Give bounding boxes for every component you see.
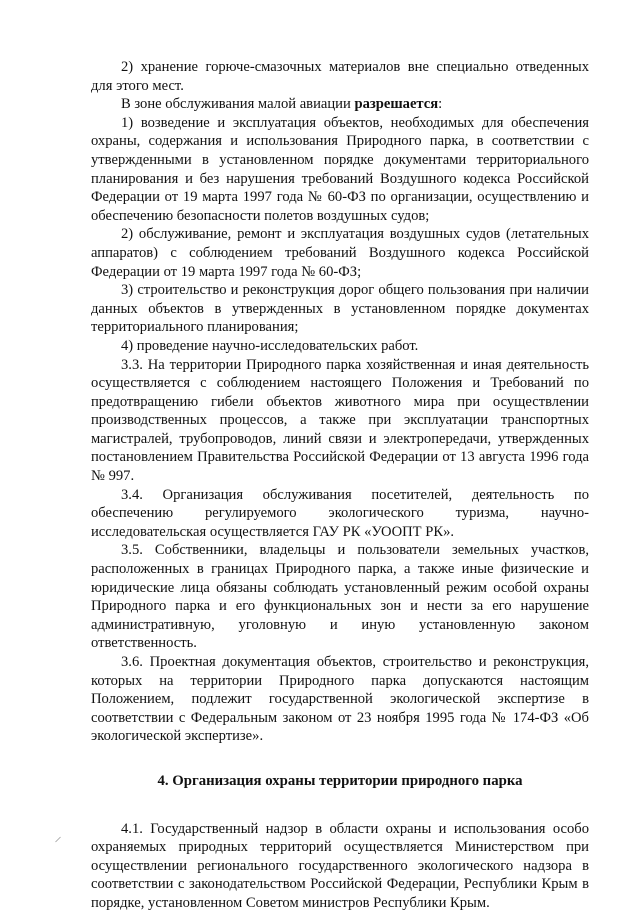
paragraph-aviation-2: 2) обслуживание, ремонт и эксплуатация воздушных судов (летательных аппаратов) с соблюдением требований Воздушного кодекса Российской Федерации от 19 марта 1997 года № 60-ФЗ; xyxy=(91,226,589,280)
paragraph-aviation-1: 1) возведение и эксплуатация объектов, необходимых для обеспечения охраны, содержания и использования Природного парка, в соответствии с утвержденными в установленном порядке документами территориального планирования и без нарушения требований Воздушного кодекса Российской Федерации от 19 марта 1997 года № 60-ФЗ по организации, осуществлению и обеспечению безопасности полетов воздушных судов; xyxy=(91,114,589,224)
paragraph-clause-4-1: 4.1. Государственный надзор в области охраны и использования особо охраняемых природных территорий осуществляется Министерством при осуществлении регионального государственного экологического надзора в соответствии с законодательством Российской Федерации, Республики Крым в порядке, установленном Советом министров Республики Крым. xyxy=(91,820,589,911)
paragraph-aviation-4: 4) проведение научно-исследовательских работ. xyxy=(121,337,419,354)
paragraph-aviation-intro xyxy=(91,95,589,114)
paragraph-clause-3-6: 3.6. Проектная документация объектов, строительство и реконструкция, которых на территории Природного парка допускаются настоящим Положением, подлежит государственной экологической экспертизе в соответствии с Федеральным законом от 23 ноября 1995 года № 174-ФЗ «Об экологической экспертизе». xyxy=(91,654,589,745)
scan-speck-mark xyxy=(55,836,62,843)
aviation-intro-suffix: : xyxy=(438,96,443,113)
paragraph-storage: 2) хранение горюче-смазочных материалов вне специально отведенных для этого мест. xyxy=(91,59,589,94)
paragraph-aviation-3: 3) строительство и реконструкция дорог общего пользования при наличии данных объектов в утвержденных в установленном порядке документах территориального планирования; xyxy=(91,282,589,336)
document-body xyxy=(91,58,589,913)
paragraph-clause-3-4: 3.4. Организация обслуживания посетителей, деятельность по обеспечению регулируемого экологического туризма, научно-исследовательская осуществляется ГАУ РК «УООПТ РК». xyxy=(91,486,589,540)
section-heading: 4. Организация охраны территории природного парка xyxy=(157,772,523,789)
paragraph-clause-3-3: 3.3. На территории Природного парка хозяйственная и иная деятельность осуществляется с соблюдением настоящего Положения и Требований по предотвращению гибели объектов животного мира при осуществлении производственных процессов, а также при эксплуатации транспортных магистралей, трубопроводов, линий связи и электропередачи, утвержденных постановлением Правительства Российской Федерации от 13 августа 1996 года № 997. xyxy=(91,356,589,485)
aviation-intro-bold: разрешается xyxy=(354,96,439,113)
aviation-intro-prefix: В зоне обслуживания малой авиации xyxy=(121,96,355,113)
paragraph-clause-3-5: 3.5. Собственники, владельцы и пользователи земельных участков, расположенных в границах Природного парка, а также иные физические и юридические лица обязаны соблюдать установленный режим особой охраны Природного парка и его функциональных зон и нести за его нарушение административную, уголовную и иную установленную законом ответственность. xyxy=(91,542,589,652)
